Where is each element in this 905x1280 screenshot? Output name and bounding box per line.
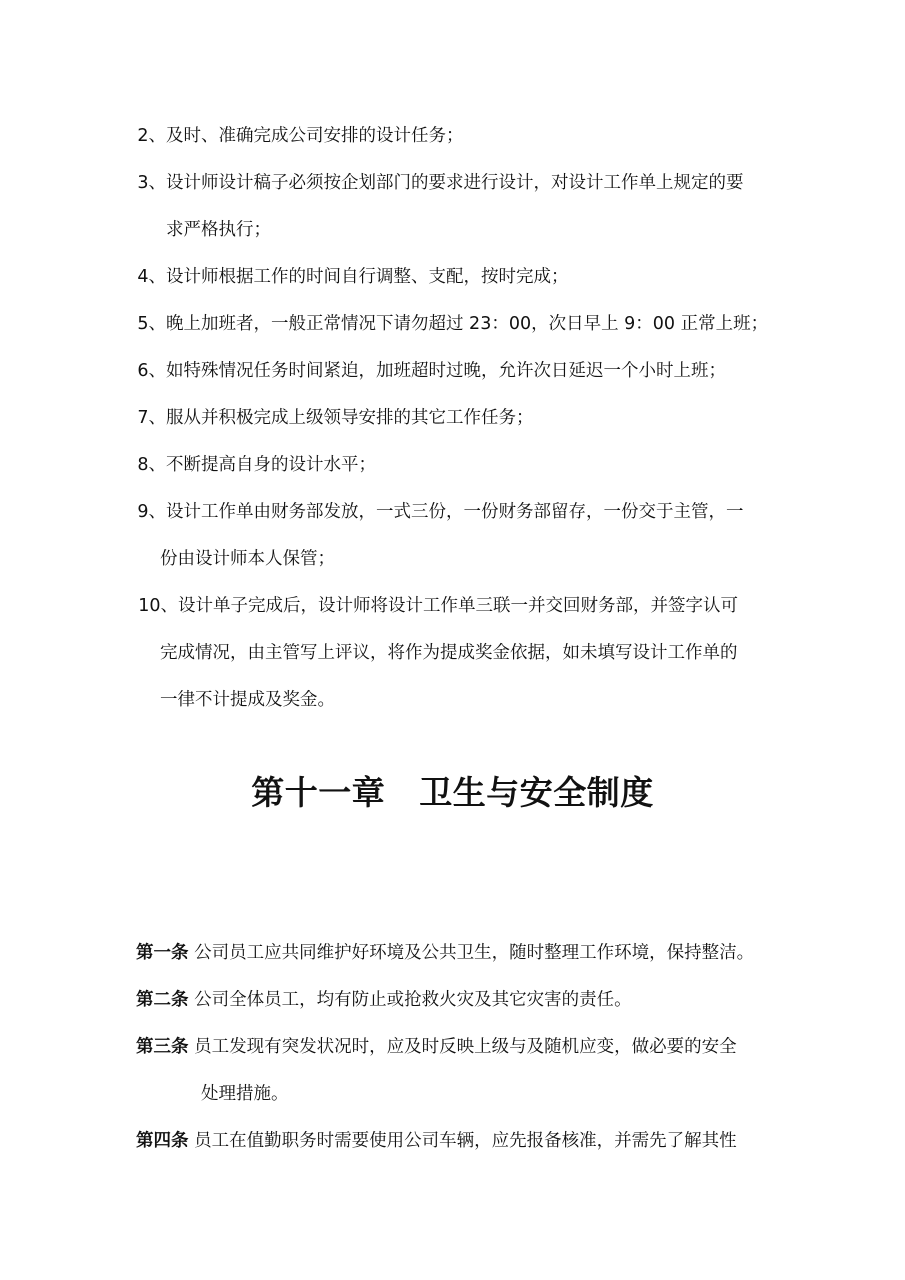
chapter-name: 卫生与安全制度	[419, 773, 654, 812]
list-item-number: 7、	[137, 408, 166, 428]
article-continuation: 处理措施。	[201, 1084, 289, 1104]
article	[136, 941, 754, 965]
list-item-continuation: 一律不计提成及奖金。	[160, 690, 335, 710]
list-item-number: 2、	[137, 126, 166, 146]
article-label: 第三条	[136, 1037, 189, 1057]
list-item-text: 晚上加班者，一般正常情况下请勿超过 23：00，次日早上 9：00 正常上班；	[166, 314, 769, 334]
list-item-number: 4、	[137, 267, 166, 287]
list-item-text: 设计工作单由财务部发放，一式三份，一份财务部留存，一份交于主管，一	[166, 502, 744, 522]
list-item	[136, 124, 464, 148]
list-item-number: 10、	[138, 596, 178, 616]
list-item	[136, 500, 744, 524]
list-item-continuation: 求严格执行；	[166, 220, 271, 240]
list-item	[136, 171, 744, 195]
list-item-continuation: 完成情况，由主管写上评议，将作为提成奖金依据，如未填写设计工作单的	[160, 643, 738, 663]
list-item-continuation: 份由设计师本人保管；	[160, 549, 335, 569]
list-item-text: 如特殊情况任务时间紧迫，加班超时过晚，允许次日延迟一个小时上班；	[166, 361, 726, 381]
chapter-number: 第十一章	[251, 773, 386, 812]
list-item	[136, 312, 768, 336]
list-item-text: 设计单子完成后，设计师将设计工作单三联一并交回财务部，并签字认可	[178, 596, 738, 616]
article-text: 员工发现有突发状况时，应及时反映上级与及随机应变，做必要的安全	[194, 1037, 737, 1057]
list-item	[136, 406, 534, 430]
article-text: 公司全体员工，均有防止或抢救火灾及其它灾害的责任。	[194, 990, 632, 1010]
article-label: 第四条	[136, 1131, 189, 1151]
list-item	[136, 359, 726, 383]
list-item-number: 6、	[137, 361, 166, 381]
list-item-text: 设计师设计稿子必须按企划部门的要求进行设计，对设计工作单上规定的要	[166, 173, 744, 193]
list-item-number: 8、	[137, 455, 166, 475]
list-item-number: 9、	[137, 502, 166, 522]
article-text: 公司员工应共同维护好环境及公共卫生，随时整理工作环境，保持整洁。	[194, 943, 755, 963]
list-item-text: 及时、准确完成公司安排的设计任务；	[166, 126, 464, 146]
article-label: 第二条	[136, 990, 189, 1010]
article	[136, 988, 632, 1012]
list-item-text: 不断提高自身的设计水平；	[166, 455, 376, 475]
article-text: 员工在值勤职务时需要使用公司车辆，应先报备核准，并需先了解其性	[194, 1131, 737, 1151]
list-item	[136, 265, 569, 289]
article	[136, 1129, 737, 1153]
list-item-text: 设计师根据工作的时间自行调整、支配，按时完成；	[166, 267, 569, 287]
chapter-heading	[0, 773, 905, 813]
list-item	[136, 453, 376, 477]
article	[136, 1035, 737, 1059]
article-label: 第一条	[136, 943, 189, 963]
list-item	[136, 594, 738, 618]
list-item-number: 3、	[137, 173, 166, 193]
list-item-number: 5、	[137, 314, 166, 334]
list-item-text: 服从并积极完成上级领导安排的其它工作任务；	[166, 408, 534, 428]
